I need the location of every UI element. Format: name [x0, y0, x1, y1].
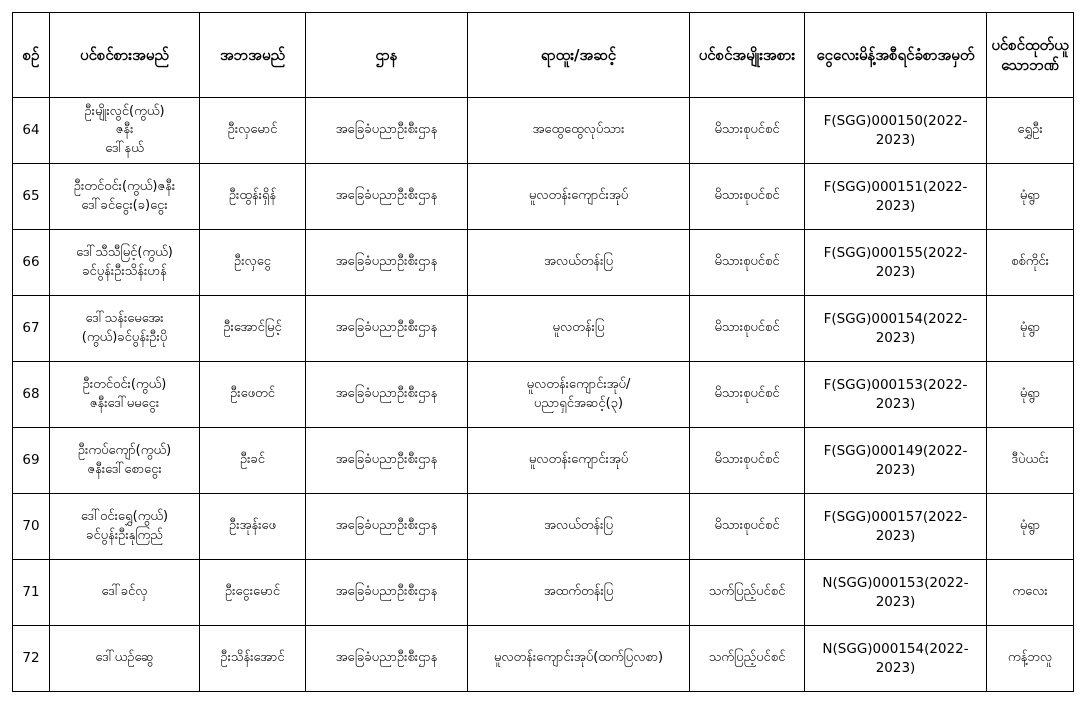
father-name-cell: ဦးငွေးမောင် [200, 560, 306, 626]
father-name-cell: ဦးအုန်းဖေ [200, 494, 306, 560]
table-row [13, 296, 1074, 362]
pensioner-name-cell: ဒေါ်ခင်လှ [50, 560, 200, 626]
pension-type-cell: မိသားစုပင်စင် [690, 296, 805, 362]
bank-cell: ကန့်ဘလူ [987, 626, 1074, 692]
bank-cell: မုံရွာ [987, 494, 1074, 560]
row-number-cell: 71 [13, 560, 50, 626]
header-name: ပင်စင်စားအမည် [50, 13, 200, 98]
department-cell: အခြေခံပညာဦးစီးဌာန [306, 164, 468, 230]
pensioner-name-cell: ဒေါ်သန်းမေအေး (ကွယ်)ခင်ပွန်းဦးပို [50, 296, 200, 362]
father-name-cell: ဦးလှမောင် [200, 98, 306, 164]
department-cell: အခြေခံပညာဦးစီးဌာန [306, 362, 468, 428]
pension-type-cell: မိသားစုပင်စင် [690, 98, 805, 164]
table-row [13, 560, 1074, 626]
pension-type-cell: သက်ပြည့်ပင်စင် [690, 626, 805, 692]
pension-type-cell: မိသားစုပင်စင် [690, 230, 805, 296]
header-row [13, 13, 1074, 98]
row-number-cell: 65 [13, 164, 50, 230]
pension-type-cell: မိသားစုပင်စင် [690, 362, 805, 428]
pensioner-name-cell: ဦးမျိုးလွင်(ကွယ်) ဇနီး ဒေါ်နယ် [50, 98, 200, 164]
register-no-cell: N(SGG)000154(2022-2023) [805, 626, 987, 692]
rank-cell: မူလတန်းကျောင်းအုပ် [468, 428, 690, 494]
bank-cell: ဒီပဲယင်း [987, 428, 1074, 494]
pensioner-name-cell: ဦးကပ်ကျော်(ကွယ်) ဇနီးဒေါ်စောငွေး [50, 428, 200, 494]
register-no-cell: F(SGG)000155(2022-2023) [805, 230, 987, 296]
rank-cell: အထွေထွေလုပ်သား [468, 98, 690, 164]
pension-table [12, 12, 1074, 692]
father-name-cell: ဦးအောင်မြင့် [200, 296, 306, 362]
header-register-no: ငွေလေးမိန့်အစီရင်ခံစာအမှတ် [805, 13, 987, 98]
register-no-cell: F(SGG)000150(2022-2023) [805, 98, 987, 164]
pensioner-name-cell: ဒေါ်ဝင်းရွှေ(ကွယ်) ခင်ပွန်းဦးနုကြည် [50, 494, 200, 560]
bank-cell: မုံရွာ [987, 164, 1074, 230]
register-no-cell: N(SGG)000153(2022-2023) [805, 560, 987, 626]
table-row [13, 230, 1074, 296]
pensioner-name-cell: ဒေါ်သီသီမြင့်(ကွယ်) ခင်ပွန်းဦးသိန်းဟန် [50, 230, 200, 296]
department-cell: အခြေခံပညာဦးစီးဌာန [306, 494, 468, 560]
bank-cell: ရွှေဦး [987, 98, 1074, 164]
header-no: စဉ် [13, 13, 50, 98]
rank-cell: မူလတန်းကျောင်းအုပ်(ထက်ပြလစာ) [468, 626, 690, 692]
department-cell: အခြေခံပညာဦးစီးဌာန [306, 428, 468, 494]
table-row [13, 164, 1074, 230]
department-cell: အခြေခံပညာဦးစီးဌာန [306, 230, 468, 296]
rank-cell: အလယ်တန်းပြ [468, 230, 690, 296]
register-no-cell: F(SGG)000154(2022-2023) [805, 296, 987, 362]
header-pension-type: ပင်စင်အမျိုးအစား [690, 13, 805, 98]
register-no-cell: F(SGG)000153(2022-2023) [805, 362, 987, 428]
rank-cell: အလယ်တန်းပြ [468, 494, 690, 560]
row-number-cell: 67 [13, 296, 50, 362]
rank-cell: မူလတန်းကျောင်းအုပ် [468, 164, 690, 230]
row-number-cell: 68 [13, 362, 50, 428]
rank-cell: အထက်တန်းပြ [468, 560, 690, 626]
pension-type-cell: မိသားစုပင်စင် [690, 494, 805, 560]
pensioner-name-cell: ဦးတင်ဝင်း(ကွယ်)ဇနီး ဒေါ်ခင်ငွေး(ခ)ငွေး [50, 164, 200, 230]
department-cell: အခြေခံပညာဦးစီးဌာန [306, 626, 468, 692]
table-row [13, 626, 1074, 692]
pensioner-name-cell: ဒေါ်ယဉ်ဆွေ [50, 626, 200, 692]
row-number-cell: 64 [13, 98, 50, 164]
department-cell: အခြေခံပညာဦးစီးဌာန [306, 560, 468, 626]
header-department: ဌာန [306, 13, 468, 98]
table-row [13, 98, 1074, 164]
header-bank: ပင်စင်ထုတ်ယူသောဘဏ် [987, 13, 1074, 98]
father-name-cell: ဦးထွန်းရှိန် [200, 164, 306, 230]
pension-type-cell: သက်ပြည့်ပင်စင် [690, 560, 805, 626]
rank-cell: မူလတန်းပြ [468, 296, 690, 362]
father-name-cell: ဦးဖေတင် [200, 362, 306, 428]
bank-cell: ကလေး [987, 560, 1074, 626]
register-no-cell: F(SGG)000151(2022-2023) [805, 164, 987, 230]
father-name-cell: ဦးခင် [200, 428, 306, 494]
table-row [13, 494, 1074, 560]
header-father: အဘအမည် [200, 13, 306, 98]
row-number-cell: 70 [13, 494, 50, 560]
table-row [13, 428, 1074, 494]
bank-cell: မုံရွာ [987, 296, 1074, 362]
pension-type-cell: မိသားစုပင်စင် [690, 428, 805, 494]
register-no-cell: F(SGG)000157(2022-2023) [805, 494, 987, 560]
bank-cell: မုံရွာ [987, 362, 1074, 428]
header-rank: ရာထူး/အဆင့် [468, 13, 690, 98]
father-name-cell: ဦးသိန်းအောင် [200, 626, 306, 692]
father-name-cell: ဦးလှငွေ [200, 230, 306, 296]
row-number-cell: 66 [13, 230, 50, 296]
row-number-cell: 72 [13, 626, 50, 692]
bank-cell: စစ်ကိုင်း [987, 230, 1074, 296]
register-no-cell: F(SGG)000149(2022-2023) [805, 428, 987, 494]
table-body [13, 98, 1074, 692]
pensioner-name-cell: ဦးတင်ဝင်း(ကွယ်) ဇနီးဒေါ်မမငွေး [50, 362, 200, 428]
row-number-cell: 69 [13, 428, 50, 494]
department-cell: အခြေခံပညာဦးစီးဌာန [306, 98, 468, 164]
rank-cell: မူလတန်းကျောင်းအုပ်/ ပညာရှင်အဆင့်(၃) [468, 362, 690, 428]
department-cell: အခြေခံပညာဦးစီးဌာန [306, 296, 468, 362]
table-row [13, 362, 1074, 428]
pension-type-cell: မိသားစုပင်စင် [690, 164, 805, 230]
